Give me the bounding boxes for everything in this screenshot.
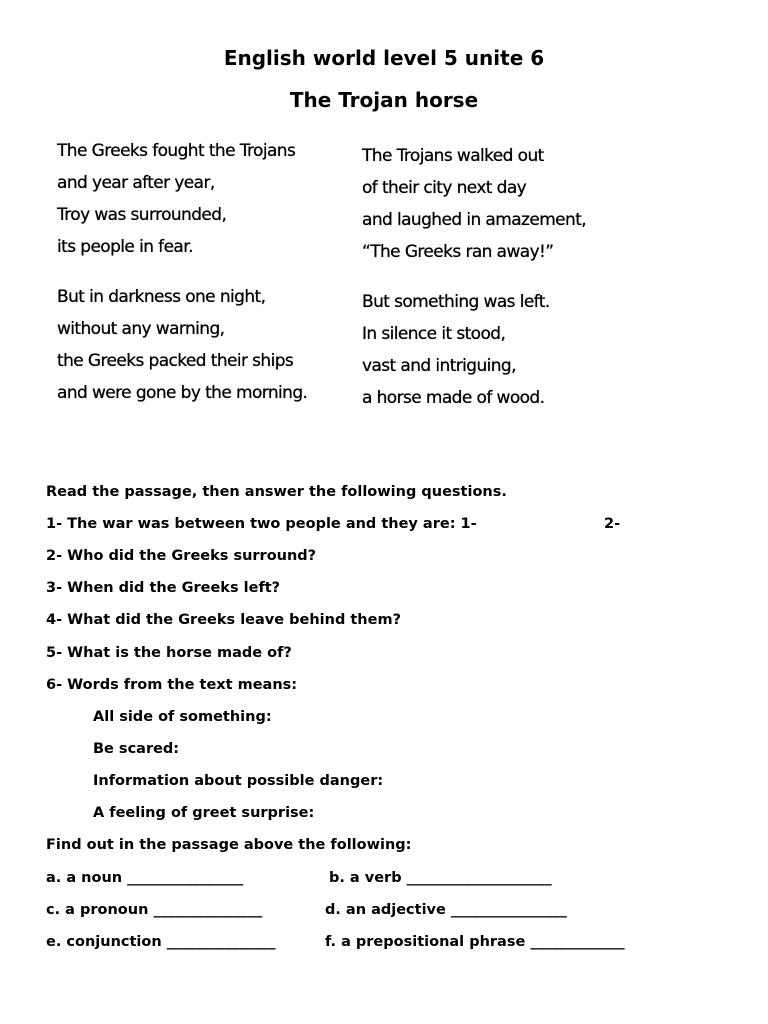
- poem-line: Troy was surrounded,: [57, 205, 227, 225]
- poem-line: The Greeks fought the Trojans: [57, 141, 296, 161]
- poem-line: In silence it stood,: [362, 324, 506, 344]
- find-prepositional-phrase: f. a prepositional phrase _____________: [325, 934, 625, 950]
- question-1: [46, 516, 621, 532]
- vocab-item: A feeling of greet surprise:: [93, 805, 315, 821]
- question-4: 4- What did the Greeks leave behind them?: [46, 612, 401, 628]
- vocab-item: All side of something:: [93, 709, 272, 725]
- poem-stanza: [57, 135, 307, 263]
- poem-right-column: [362, 140, 586, 432]
- poem-stanza: [362, 140, 586, 268]
- question-5: 5- What is the horse made of?: [46, 645, 292, 661]
- poem-line: and year after year,: [57, 173, 215, 193]
- poem-line: “The Greeks ran away!”: [362, 242, 554, 262]
- poem-line: But something was left.: [362, 292, 550, 312]
- poem-line: and were gone by the morning.: [57, 383, 308, 403]
- poem-line: its people in fear.: [57, 237, 193, 257]
- poem-line: a horse made of wood.: [362, 388, 545, 408]
- find-verb: b. a verb ____________________: [329, 870, 552, 886]
- question-text: 1- The war was between two people and they are: 1-: [46, 516, 477, 532]
- find-adjective: d. an adjective ________________: [325, 902, 567, 918]
- question-3: 3- When did the Greeks left?: [46, 580, 281, 596]
- find-out-row: [46, 934, 625, 950]
- poem-left-column: [57, 135, 307, 427]
- poem-line: without any warning,: [57, 319, 225, 339]
- find-conjunction: e. conjunction _______________: [46, 934, 276, 950]
- poem-line: the Greeks packed their ships: [57, 351, 294, 371]
- find-noun: a. a noun ________________: [46, 870, 244, 886]
- find-out-row: [46, 902, 567, 918]
- poem-title: The Trojan horse: [289, 88, 479, 112]
- page-title: English world level 5 unite 6: [223, 46, 545, 70]
- answer-blank-2: 2-: [604, 516, 621, 532]
- instructions: Read the passage, then answer the following questions.: [46, 484, 507, 500]
- question-6: 6- Words from the text means:: [46, 677, 298, 693]
- poem-line: But in darkness one night,: [57, 287, 266, 307]
- poem-line: of their city next day: [362, 178, 527, 198]
- find-pronoun: c. a pronoun _______________: [46, 902, 263, 918]
- vocab-item: Be scared:: [93, 741, 180, 757]
- poem-stanza: [57, 281, 307, 409]
- poem-line: and laughed in amazement,: [362, 210, 587, 230]
- find-out-row: [46, 870, 552, 886]
- poem-line: vast and intriguing,: [362, 356, 516, 376]
- poem-stanza: [362, 286, 586, 414]
- find-out-heading: Find out in the passage above the following:: [46, 837, 412, 853]
- question-2: 2- Who did the Greeks surround?: [46, 548, 317, 564]
- poem-line: The Trojans walked out: [362, 146, 544, 166]
- vocab-item: Information about possible danger:: [93, 773, 384, 789]
